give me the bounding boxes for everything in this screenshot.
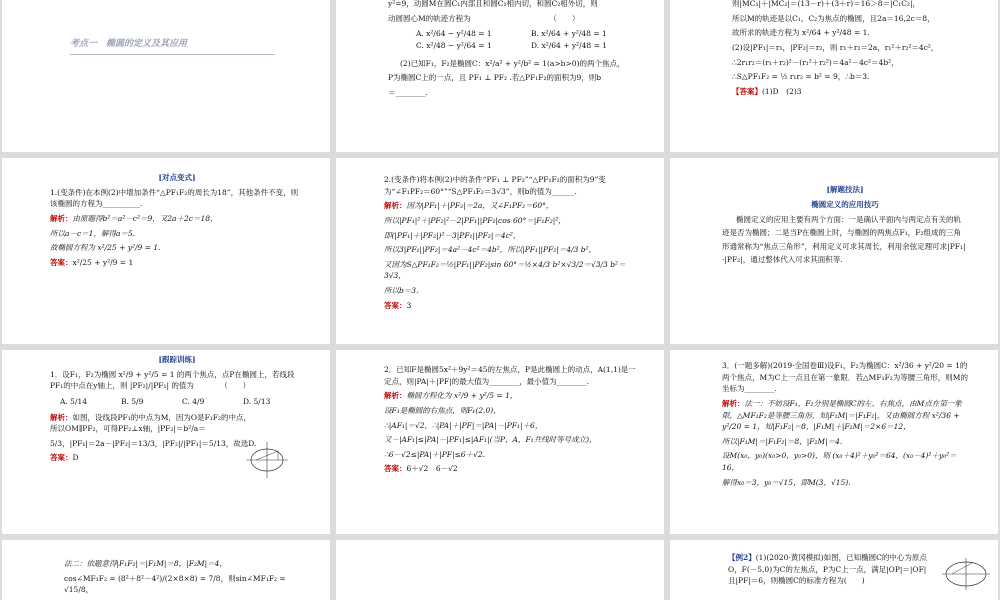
answer-label: 答案：: [384, 300, 407, 310]
technique-body: 椭圆定义的应用主要有两个方面：一是确认平面内与两定点有关的轨迹是否为椭圆；二是当P在椭圆上时，与椭圆的两焦点F₁，F₂组成的三角形通常称为“焦点三角形”，利用定义可求其周长，利用余弦定理可求|PF₁|·|PF₂|，通过整体代入可求其面积等.: [722, 215, 966, 264]
solution-line: 又因为S△PF₁F₂＝½|PF₁||PF₂|sin 60°＝½×4/3 b²×√3/2＝√3/3 b²＝3√3，: [384, 259, 626, 281]
option-a: A. 5/14: [60, 396, 88, 406]
slide-variant-1: [2, 158, 330, 344]
answer-label: 答案：: [50, 453, 73, 463]
option-d: D. x²/64 + y²/48 = 1: [531, 40, 608, 50]
solution-line: 设M(x₀，y₀)(x₀>0，y₀>0)，则 (x₀＋4)²＋y₀²＝64，(x₀－4)²＋y₀²＝16，: [722, 451, 957, 472]
solution-text: 如图，设线段PF₁的中点为M，因为O是F₁F₂的中点，所以OM∥PF₂，可得PF₂⊥x轴，|PF₂|＝b²/a＝: [50, 412, 252, 434]
solution-line: 故椭圆方程为 x²/25 + y²/9 = 1.: [50, 243, 161, 253]
solution-line: (2)设|PF₁|＝r₁，|PF₂|＝r₂，则 r₁＋r₂＝2a，r₁²＋r₂²＝4c²，: [732, 42, 939, 52]
question-line: y²=9，动圆M在圆C₁内部且和圆C₁相内切，和圆C₂相外切，则: [388, 0, 598, 8]
answer-value: (1)D (2)3: [762, 86, 802, 96]
solution-line: 设F₁是椭圆的右焦点，则F₁(2,0)，: [384, 405, 501, 415]
answer-label: 答案：: [384, 464, 407, 474]
slide-example-2: [670, 540, 998, 600]
solution-line: 则|MC₁|＋|MC₂|＝(13－r)＋(3＋r)＝16＞8＝|C₁C₂|，: [732, 0, 921, 8]
slide-practice-3: [670, 350, 998, 534]
solution-line: 所以M的轨迹是以C₁，C₂为焦点的椭圆，且2a＝16,2c＝8，: [732, 13, 935, 23]
answer-value: 3: [406, 300, 412, 310]
answer-value: 6＋√2 6－√2: [406, 464, 458, 474]
answer-line: [50, 257, 304, 269]
question-text: 2.(变条件)将本例(2)中的条件“PF₁ ⊥ PF₂”“△PF₁F₂的面积为9”变为“∠F₁PF₂＝60°”“S△PF₁F₂＝3√3”，则b的值为______.: [384, 175, 606, 196]
solution-line: 所以b＝3.: [384, 286, 419, 295]
solution-line: 所以|PF₁|²＋|PF₂|²－2|PF₁||PF₂|cos 60°＝|F₁F₂|²，: [384, 215, 566, 225]
options: [60, 396, 304, 408]
slide-topic: [2, 0, 330, 152]
solution-line: 又－|AF₁|≤|PA|－|PF₁|≤|AF₁|(当P，A，F₁共线时等号成立)，: [384, 435, 597, 445]
option-a: A. x²/64 − y²/48 = 1: [416, 29, 492, 39]
section-title: [跟踪训练]: [158, 355, 196, 364]
question-line: ＝________.: [388, 87, 428, 97]
solution-label: 解析：: [384, 201, 407, 211]
solution-line: 法二：依题意得|F₁F₂|＝|F₁M|＝8，|F₂M|＝4，: [64, 559, 227, 568]
question-line: P为椭圆C上的一点，且 PF₁ ⊥ PF₂ .若△PF₁F₂的面积为9，则b: [388, 73, 602, 83]
ellipse-figure: [940, 556, 992, 592]
section-subtitle: 椭圆定义的应用技巧: [811, 199, 879, 209]
solution-line: 5/3，|PF₁|＝2a－|PF₂|＝13/3，|PF₂|/|PF₁|＝5/13，故选D.: [50, 438, 257, 448]
slide-example-solution: [670, 0, 998, 152]
question-line: (2)已知F₁，F₂是椭圆C：x²/a² + y²/b² = 1(a>b>0)的两个焦点，: [400, 58, 625, 68]
options: [416, 28, 638, 51]
option-b: B. 5/9: [121, 396, 144, 406]
slide-blank: [336, 540, 664, 600]
question-line: 动圆圆心M的轨迹方程为 （ ）: [388, 13, 580, 23]
slide-variant-2: [336, 158, 664, 344]
solution-line: cos∠MF₁F₂ = (8²＋8²－4²)/(2×8×8) = 7/8，则sin∠MF₁F₂ = √15/8，: [64, 573, 286, 595]
solution-line: [384, 200, 638, 212]
solution-line: ∴S△PF₁F₂ = ½ r₁r₂ = b² = 9，∴b＝3.: [732, 72, 870, 82]
solution-line: 即(|PF₁|＋|PF₂|)²－3|PF₁||PF₂|＝4c²，: [384, 230, 521, 240]
answer-value: D: [72, 453, 79, 463]
answer-label: 【答案】: [732, 86, 762, 96]
solution-line: ∴6－√2≤|PA|＋|PF|≤6＋√2.: [384, 449, 486, 459]
answer-value: x²/25 + y²/9 = 1: [72, 257, 134, 267]
solution-text: 法一：不妨设F₁，F₂分别是椭圆C的左、右焦点，由M点在第一象限，△MF₁F₂是等腰三角形，知|F₁M|＝|F₁F₂|，又由椭圆方程 x²/36 + y²/20 = 1，知|F₁F₂|＝8，|F₁M|＋|F₂M|＝2×6＝12，: [722, 398, 962, 432]
question-text: 2．已知F是椭圆5x²＋9y²＝45的左焦点，P是此椭圆上的动点，A(1,1)是一定点，则|PA|＋|PF|的最大值为________，最小值为________.: [384, 365, 636, 386]
solution-line: [50, 412, 304, 435]
option-c: C. 4/9: [182, 396, 205, 406]
slide-method-2: [2, 540, 330, 600]
solution-label: 解析：: [722, 398, 745, 408]
answer-line: [732, 86, 972, 98]
answer-label: 答案：: [50, 257, 73, 267]
solution-line: 解得x₀＝3，y₀＝√15，即M(3，√15).: [722, 477, 851, 487]
solution-label: 解析：: [50, 213, 73, 223]
question-text: 1．设F₁，F₂为椭圆 x²/9 + y²/5 = 1 的两个焦点，点P在椭圆上，若线段PF₁的中点在y轴上，则 |PF₂|/|PF₁| 的值为 （ ）: [50, 369, 295, 391]
topic-heading: 考点一 椭圆的定义及其应用: [70, 38, 275, 55]
solution-line: [50, 213, 304, 225]
slide-technique: [670, 158, 998, 344]
example-label: 【例2】: [728, 553, 756, 562]
segment-pf: [952, 563, 972, 574]
solution-line: 所以a－c＝1，解得a＝5.: [50, 228, 136, 238]
example-text: (1)(2020·黄冈模拟)如图，已知椭圆C的中心为原点O，F(－5,0)为C的左焦点，P为C上一点，满足|OP|＝|OF|且|PF|＝6，则椭圆C的标准方程为( ): [728, 553, 927, 586]
solution-text: 椭圆方程化为 x²/9 + y²/5 = 1，: [406, 391, 518, 401]
solution-text: 由原题得b²＝a²－c²＝9，又2a＋2c＝18，: [72, 213, 218, 223]
section-title: [对点变式]: [158, 173, 196, 182]
ellipse-figure: [244, 440, 290, 480]
question-text: 1.(变条件)在本例(2)中增加条件“△PF₁F₂的周长为18”，其他条件不变，则该椭圆的方程为__________.: [50, 187, 299, 209]
solution-line: [384, 390, 638, 402]
solution-line: [722, 398, 972, 433]
solution-line: 所以|F₁M|＝|F₁F₂|＝8，|F₂M|＝4.: [722, 436, 843, 446]
solution-label: 解析：: [384, 391, 407, 401]
option-d: D. 5/13: [243, 396, 271, 406]
slide-practice-2: [336, 350, 664, 534]
solution-line: 故所求的轨迹方程为 x²/64 + y²/48 = 1.: [732, 28, 870, 38]
answer-line: [384, 300, 638, 312]
section-title: [解题技法]: [826, 185, 864, 194]
question-text: [728, 552, 938, 587]
option-b: B. x²/64 + y²/48 = 1: [531, 29, 607, 39]
solution-line: ∴|AF₁|＝√2，∴|PA|＋|PF|＝|PA|－|PF₁|＋6，: [384, 420, 543, 430]
solution-text: 因为|PF₁|＋|PF₂|＝2a，又∠F₁PF₂＝60°，: [406, 201, 554, 211]
solution-label: 解析：: [50, 412, 73, 422]
slide-practice-1: [2, 350, 330, 534]
solution-line: 所以3|PF₁||PF₂|＝4a²－4c²＝4b²，所以|PF₁||PF₂|＝4/3 b²，: [384, 245, 597, 255]
answer-line: [384, 463, 638, 475]
slide-example-question: [336, 0, 664, 152]
question-text: 3．(一题多解)(2019·全国卷Ⅲ)设F₁，F₂为椭圆C：x²/36 + y²/20 = 1的两个焦点，M为C上一点且在第一象限．若△MF₁F₂为等腰三角形，则M的坐标为________.: [722, 361, 968, 394]
option-c: C. x²/48 − y²/64 = 1: [416, 40, 492, 50]
solution-line: ∴2r₁r₂＝(r₁＋r₂)²－(r₁²＋r₂²)＝4a²－4c²＝4b²，: [732, 57, 899, 67]
